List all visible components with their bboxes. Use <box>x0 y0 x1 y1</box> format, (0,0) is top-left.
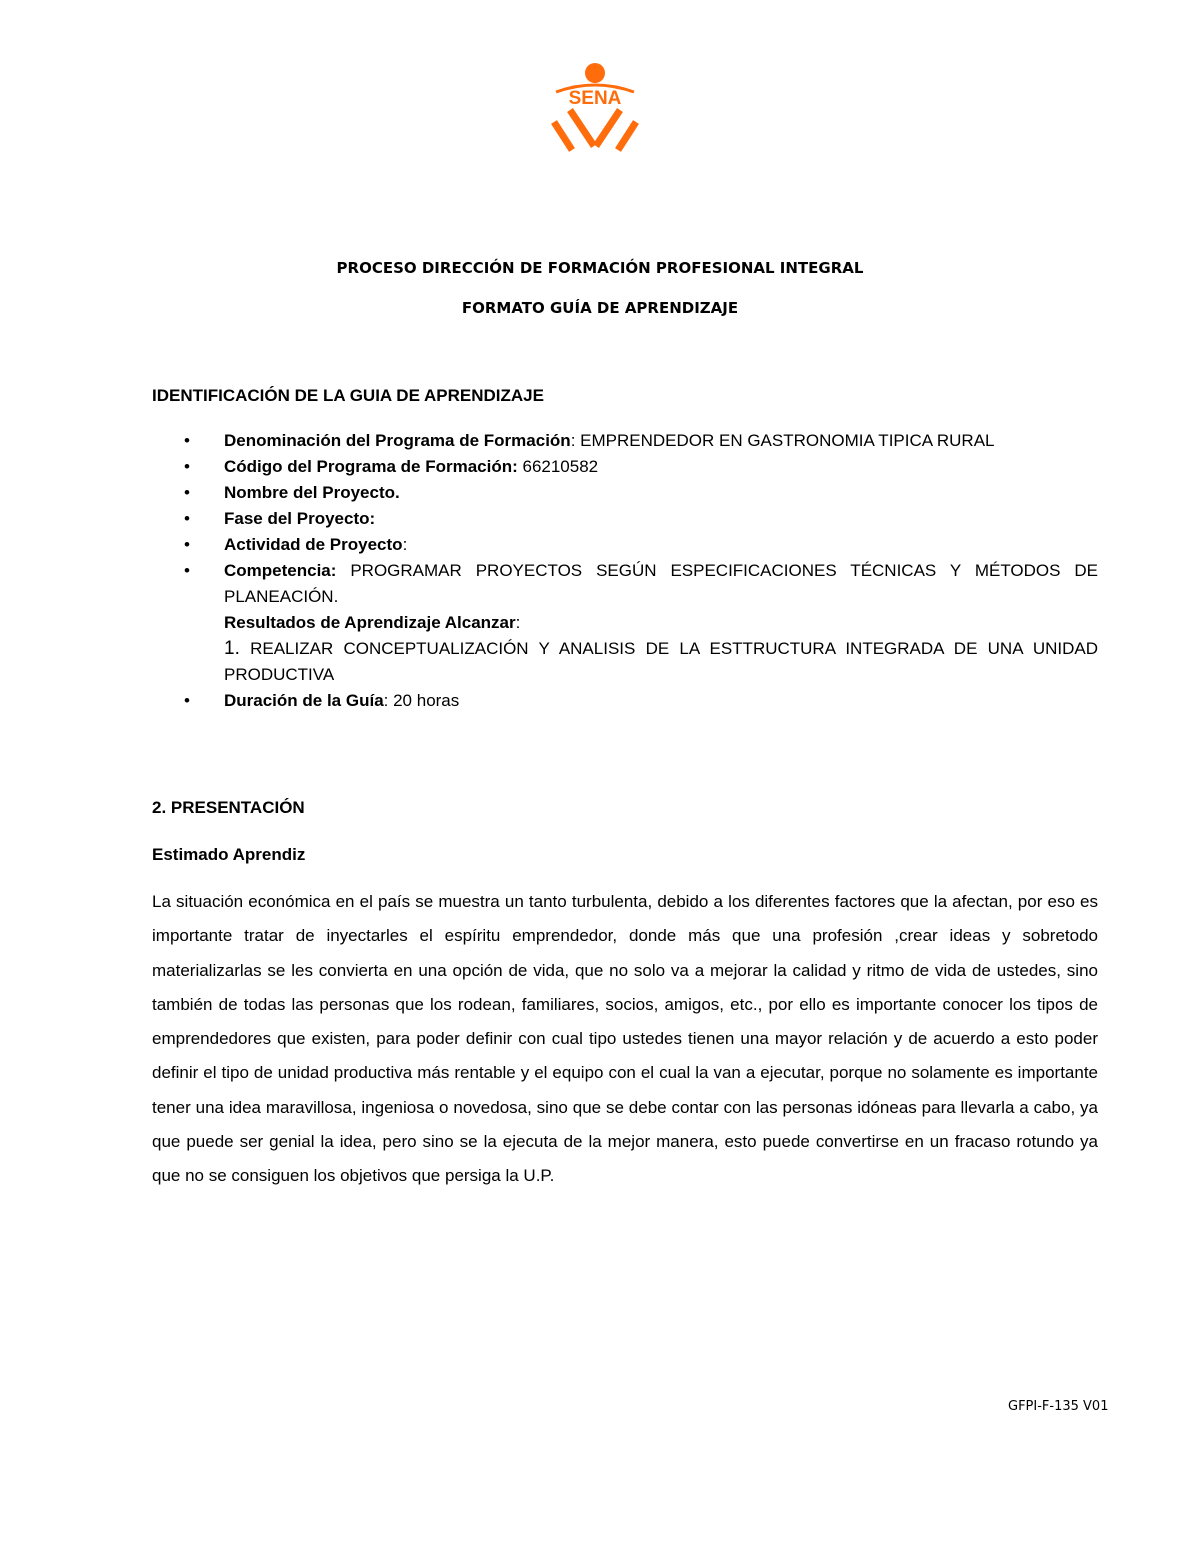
list-item-duration <box>152 688 1098 714</box>
project-phase-label: Fase del Proyecto: <box>224 509 376 528</box>
program-name-value: : EMPRENDEDOR EN GASTRONOMIA TIPICA RURAL <box>570 431 995 450</box>
duration-label: Duración de la Guía <box>224 691 384 710</box>
results-label: Resultados de Aprendizaje Alcanzar <box>224 613 516 632</box>
process-title: PROCESO DIRECCIÓN DE FORMACIÓN PROFESIONAL INTEGRAL <box>336 259 864 277</box>
greeting: Estimado Aprendiz <box>152 845 306 864</box>
logo-figure <box>554 110 636 150</box>
presentation-body: La situación económica en el país se muestra un tanto turbulenta, debido a los diferentes factores que la afectan, por eso es importante tratar de inyectarles el espíritu emprendedor, donde más que una profesión ,crear ideas y sobretodo materializarlas se les convierta en una opción de vida, que no solo va a mejorar la calidad y ritmo de vida de ustedes, sino también de todas las personas que los rodean, familiares, socios, amigos, etc., por ello es importante conocer los tipos de emprendedores que existen, para poder definir con cual tipo ustedes tienen una mayor relación y de acuerdo a esto poder definir el tipo de unidad productiva más rentable y el equipo con el cual la van a ejecutar, porque no solamente es importante tener una idea maravillosa, ingeniosa o novedosa, sino que se debe contar con las personas idóneas para llevarla a cabo, ya que puede ser genial la idea, pero sino se la ejecuta de la mejor manera, esto puede convertirse en un fracaso rotundo ya que no se consiguen los objetivos que persiga la U.P. <box>152 892 1098 1186</box>
identification-heading: IDENTIFICACIÓN DE LA GUIA DE APRENDIZAJE <box>152 386 544 405</box>
program-code-label: Código del Programa de Formación: <box>224 457 518 476</box>
result-text: REALIZAR CONCEPTUALIZACIÓN Y ANALISIS DE LA ESTTRUCTURA INTEGRADA DE UNA UNIDAD PRODUCTIVA <box>224 639 1098 684</box>
list-item-results-label <box>152 610 1098 636</box>
project-activity-value: : <box>402 535 408 554</box>
sena-logo <box>550 60 640 156</box>
list-item-project-phase <box>152 506 1098 532</box>
competency-value: PROGRAMAR PROYECTOS SEGÚN ESPECIFICACIONES TÉCNICAS Y MÉTODOS DE PLANEACIÓN. <box>224 561 1098 606</box>
identification-list <box>152 428 1098 714</box>
project-name-label: Nombre del Proyecto. <box>224 483 400 502</box>
program-code-value: 66210582 <box>517 457 599 476</box>
results-colon: : <box>515 613 521 632</box>
duration-value: : 20 horas <box>383 691 460 710</box>
list-item-competency <box>152 558 1098 610</box>
list-item-project-activity <box>152 532 1098 558</box>
document-code: GFPI-F-135 V01 <box>1008 1399 1109 1414</box>
program-name-label: Denominación del Programa de Formación <box>224 431 571 450</box>
logo-text: SENA <box>568 88 622 109</box>
format-title: FORMATO GUÍA DE APRENDIZAJE <box>461 299 739 317</box>
competency-label: Competencia: <box>224 561 337 580</box>
result-number: 1. <box>224 638 240 659</box>
logo-head <box>585 63 605 83</box>
list-item-program-code <box>152 454 1098 480</box>
list-item-project-name <box>152 480 1098 506</box>
list-item-result-1 <box>152 636 1098 688</box>
list-item-program-name <box>152 428 1098 454</box>
project-activity-label: Actividad de Proyecto <box>224 535 403 554</box>
presentation-heading: 2. PRESENTACIÓN <box>152 798 305 817</box>
